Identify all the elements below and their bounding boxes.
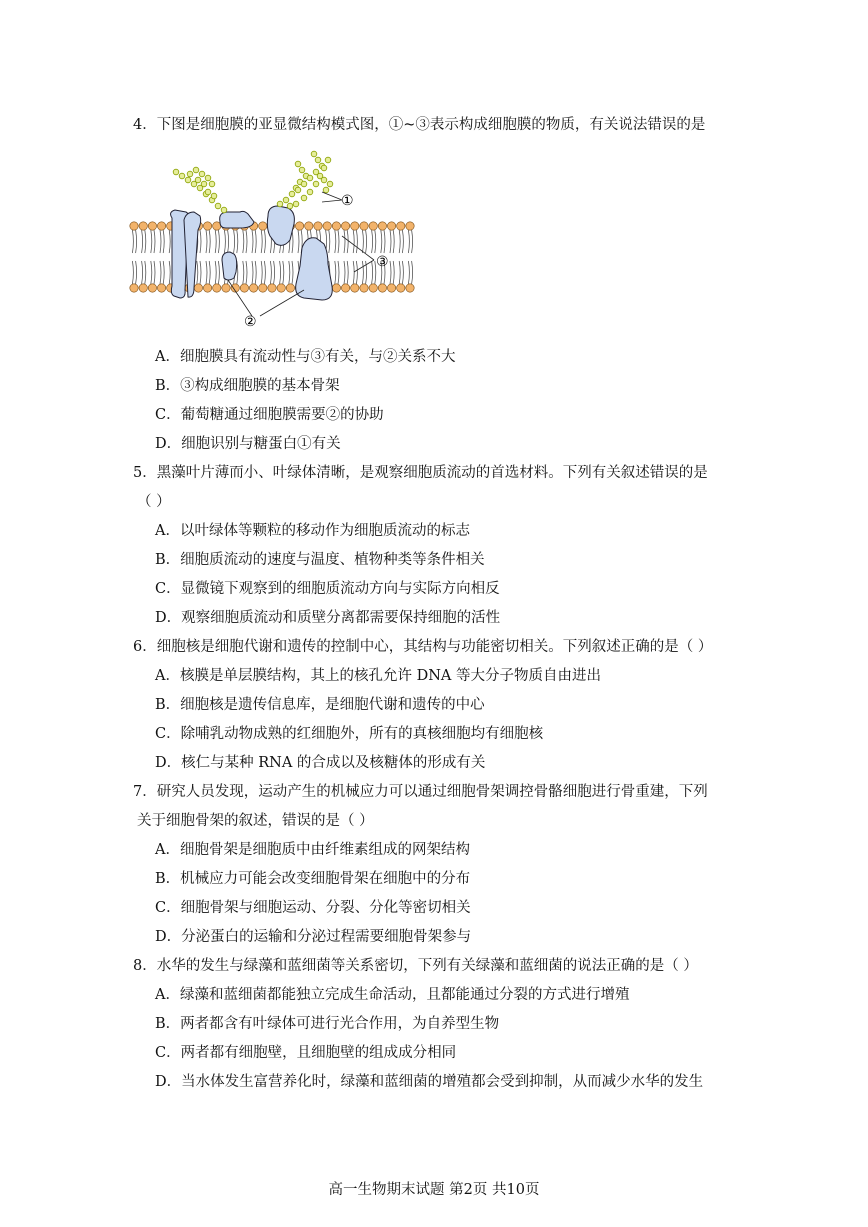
phospholipid-tail bbox=[347, 261, 348, 284]
phospholipid-head bbox=[360, 284, 368, 292]
phospholipid-tail bbox=[390, 230, 391, 253]
phospholipid-tail bbox=[280, 261, 281, 284]
phospholipid-tail bbox=[206, 261, 207, 284]
phospholipid-head bbox=[259, 284, 267, 292]
sugar-unit bbox=[327, 181, 333, 187]
phospholipid-tail bbox=[289, 261, 290, 284]
peripheral-protein-inner bbox=[222, 252, 237, 280]
phospholipid-head bbox=[406, 284, 414, 292]
q8-option-a: A．绿藻和蓝细菌都能独立完成生命活动，且都能通过分裂的方式进行增殖 bbox=[155, 987, 630, 1003]
phospholipid-tail bbox=[393, 261, 394, 284]
phospholipid-tail bbox=[145, 230, 146, 253]
q8-option-c: C．两者都有细胞壁，且细胞壁的组成成分相同 bbox=[155, 1045, 457, 1061]
sugar-unit bbox=[311, 151, 317, 157]
question-5-stem-cont: （ ） bbox=[137, 494, 171, 510]
sugar-unit bbox=[199, 171, 205, 177]
phospholipid-tail bbox=[338, 261, 339, 284]
phospholipid-tail bbox=[255, 230, 256, 253]
phospholipid-tail bbox=[393, 230, 394, 253]
phospholipid-tail bbox=[356, 230, 357, 253]
sugar-unit bbox=[289, 191, 295, 197]
sugar-unit bbox=[201, 181, 207, 187]
carrier-protein-large bbox=[296, 238, 333, 300]
phospholipid-head bbox=[360, 222, 368, 230]
phospholipid-head bbox=[406, 222, 414, 230]
phospholipid-head bbox=[332, 284, 340, 292]
phospholipid-tail bbox=[215, 230, 216, 253]
question-5-stem: 5．黑藻叶片薄而小、叶绿体清晰，是观察细胞质流动的首选材料。下列有关叙述错误的是 bbox=[133, 465, 708, 481]
phospholipid-tail bbox=[264, 230, 265, 253]
phospholipid-tail bbox=[344, 261, 345, 284]
phospholipid-tail bbox=[372, 261, 373, 284]
sugar-unit bbox=[221, 207, 227, 213]
phospholipid-head bbox=[203, 284, 211, 292]
phospholipid-tail bbox=[261, 261, 262, 284]
phospholipid-tail bbox=[200, 230, 201, 253]
phospholipid-tail bbox=[145, 261, 146, 284]
phospholipid-head bbox=[332, 222, 340, 230]
phospholipid-tail bbox=[353, 230, 354, 253]
phospholipid-head bbox=[139, 284, 147, 292]
phospholipid-tail bbox=[402, 261, 403, 284]
phospholipid-head bbox=[194, 284, 202, 292]
sugar-unit bbox=[299, 167, 305, 173]
phospholipid-head bbox=[277, 284, 285, 292]
phospholipid-head bbox=[139, 222, 147, 230]
question-8-stem: 8．水华的发生与绿藻和蓝细菌等关系密切，下列有关绿藻和蓝细菌的说法正确的是（ ） bbox=[133, 958, 698, 974]
phospholipid-tail bbox=[353, 261, 354, 284]
q4-option-b: B．③构成细胞膜的基本骨架 bbox=[155, 378, 340, 394]
sugar-unit bbox=[307, 175, 313, 181]
phospholipid-tail bbox=[338, 230, 339, 253]
sugar-unit bbox=[307, 189, 313, 195]
phospholipid-head bbox=[240, 284, 248, 292]
phospholipid-head bbox=[130, 284, 138, 292]
phospholipid-tail bbox=[283, 261, 284, 284]
phospholipid-tail bbox=[215, 261, 216, 284]
sugar-unit bbox=[205, 189, 211, 195]
sugar-unit bbox=[301, 195, 307, 201]
phospholipid-tail bbox=[372, 230, 373, 253]
phospholipid-tail bbox=[356, 261, 357, 284]
phospholipid-tail bbox=[234, 230, 235, 253]
q6-option-d: D．核仁与某种 RNA 的合成以及核糖体的形成有关 bbox=[155, 755, 486, 771]
q7-option-c: C．细胞骨架与细胞运动、分裂、分化等密切相关 bbox=[155, 900, 471, 916]
phospholipid-tail bbox=[270, 261, 271, 284]
phospholipid-tail bbox=[264, 261, 265, 284]
sugar-unit bbox=[283, 197, 289, 203]
phospholipid-tail bbox=[224, 230, 225, 253]
phospholipid-tail bbox=[366, 230, 367, 253]
phospholipid-tail bbox=[169, 230, 170, 253]
phospholipid-head bbox=[387, 222, 395, 230]
q6-option-c: C．除哺乳动物成熟的红细胞外，所有的真核细胞均有细胞核 bbox=[155, 726, 544, 742]
phospholipid-head bbox=[397, 284, 405, 292]
phospholipid-tail bbox=[246, 261, 247, 284]
phospholipid-tail bbox=[228, 230, 229, 253]
phospholipid-tail bbox=[384, 230, 385, 253]
phospholipid-tail bbox=[362, 230, 363, 253]
sugar-unit bbox=[215, 203, 221, 209]
q8-option-b: B．两者都含有叶绿体可进行光合作用，为自养型生物 bbox=[155, 1016, 500, 1032]
phospholipid-head bbox=[341, 222, 349, 230]
phospholipid-head bbox=[295, 222, 303, 230]
cell-membrane-diagram bbox=[128, 140, 418, 335]
sugar-unit bbox=[325, 157, 331, 163]
phospholipid-tail bbox=[298, 230, 299, 253]
q5-option-b: B．细胞质流动的速度与温度、植物种类等条件相关 bbox=[155, 552, 485, 568]
phospholipid-tail bbox=[197, 261, 198, 284]
phospholipid-tail bbox=[163, 261, 164, 284]
phospholipid-tail bbox=[344, 230, 345, 253]
question-6-stem: 6．细胞核是细胞代谢和遗传的控制中心，其结构与功能密切相关。下列叙述正确的是（ ） bbox=[133, 639, 713, 655]
sugar-unit bbox=[287, 203, 293, 209]
phospholipid-head bbox=[323, 222, 331, 230]
q7-option-b: B．机械应力可能会改变细胞骨架在细胞中的分布 bbox=[155, 871, 471, 887]
phospholipid-head bbox=[130, 222, 138, 230]
phospholipid-tail bbox=[206, 230, 207, 253]
figure-label-2: ② bbox=[244, 314, 257, 330]
phospholipid-tail bbox=[151, 261, 152, 284]
q4-option-d: D．细胞识别与糖蛋白①有关 bbox=[155, 436, 341, 452]
phospholipid-tail bbox=[412, 230, 413, 253]
phospholipid-tail bbox=[218, 230, 219, 253]
phospholipid-head bbox=[203, 222, 211, 230]
q4-option-a: A．细胞膜具有流动性与③有关，与②关系不大 bbox=[155, 349, 456, 365]
phospholipid-tail bbox=[399, 261, 400, 284]
phospholipid-head bbox=[378, 284, 386, 292]
phospholipid-tail bbox=[209, 230, 210, 253]
phospholipid-head bbox=[148, 284, 156, 292]
phospholipid-tail bbox=[252, 230, 253, 253]
peripheral-protein-top bbox=[220, 211, 254, 228]
phospholipid-tail bbox=[375, 230, 376, 253]
phospholipid-tail bbox=[252, 261, 253, 284]
phospholipid-tail bbox=[169, 261, 170, 284]
phospholipid-tail bbox=[237, 230, 238, 253]
phospholipid-head bbox=[369, 222, 377, 230]
sugar-chains bbox=[173, 151, 333, 213]
sugar-unit bbox=[293, 201, 299, 207]
phospholipid-head bbox=[378, 222, 386, 230]
sugar-unit bbox=[301, 181, 307, 187]
phospholipid-tail bbox=[142, 261, 143, 284]
phospholipid-tail bbox=[390, 261, 391, 284]
phospholipid-tail bbox=[209, 261, 210, 284]
q7-option-d: D．分泌蛋白的运输和分泌过程需要细胞骨架参与 bbox=[155, 929, 472, 945]
sugar-unit bbox=[321, 165, 327, 171]
phospholipid-head bbox=[249, 284, 257, 292]
q6-option-a: A．核膜是单层膜结构，其上的核孔允许 DNA 等大分子物质自由进出 bbox=[155, 668, 601, 684]
phospholipid-head bbox=[259, 222, 267, 230]
sugar-unit bbox=[193, 167, 199, 173]
phospholipid-tail bbox=[335, 261, 336, 284]
phospholipid-tail bbox=[132, 261, 133, 284]
phospholipid-head bbox=[157, 222, 165, 230]
sugar-unit bbox=[187, 171, 193, 177]
q4-option-c: C．葡萄糖通过细胞膜需要②的协助 bbox=[155, 407, 384, 423]
phospholipid-tail bbox=[136, 230, 137, 253]
q8-option-d: D．当水体发生富营养化时，绿藻和蓝细菌的增殖都会受到抑制，从而减少水华的发生 bbox=[155, 1074, 704, 1090]
sugar-unit bbox=[321, 177, 327, 183]
q5-option-c: C．显微镜下观察到的细胞质流动方向与实际方向相反 bbox=[155, 581, 500, 597]
phospholipid-head bbox=[157, 284, 165, 292]
sugar-unit bbox=[185, 177, 191, 183]
phospholipid-tail bbox=[246, 230, 247, 253]
phospholipid-tail bbox=[329, 230, 330, 253]
phospholipid-head bbox=[369, 284, 377, 292]
sugar-unit bbox=[211, 193, 217, 199]
phospholipid-head bbox=[305, 222, 313, 230]
question-4-stem: 4．下图是细胞膜的亚显微结构模式图，①~③表示构成细胞膜的物质，有关说法错误的是 bbox=[133, 117, 706, 133]
phospholipid-tail bbox=[200, 261, 201, 284]
q7-option-a: A．细胞骨架是细胞质中由纤维素组成的网架结构 bbox=[155, 842, 470, 858]
phospholipid-tail bbox=[154, 230, 155, 253]
phospholipid-tail bbox=[402, 230, 403, 253]
q6-option-b: B．细胞核是遗传信息库，是细胞代谢和遗传的中心 bbox=[155, 697, 485, 713]
sugar-unit bbox=[209, 181, 215, 187]
phospholipid-tail bbox=[163, 230, 164, 253]
phospholipid-head bbox=[387, 284, 395, 292]
q5-option-a: A．以叶绿体等颗粒的移动作为细胞质流动的标志 bbox=[155, 523, 470, 539]
question-7-stem: 7．研究人员发现，运动产生的机械应力可以通过细胞骨架调控骨骼细胞进行骨重建，下列 bbox=[133, 784, 708, 800]
sugar-unit bbox=[315, 157, 321, 163]
phospholipid-tail bbox=[274, 261, 275, 284]
sugar-unit bbox=[295, 187, 301, 193]
phospholipid-tail bbox=[412, 261, 413, 284]
phospholipid-head bbox=[314, 222, 322, 230]
sugar-unit bbox=[173, 169, 179, 175]
sugar-unit bbox=[205, 175, 211, 181]
phospholipid-head bbox=[397, 222, 405, 230]
phospholipid-tail bbox=[142, 230, 143, 253]
phospholipid-tail bbox=[381, 230, 382, 253]
phospholipid-tail bbox=[408, 261, 409, 284]
phospholipid-tail bbox=[243, 230, 244, 253]
phospholipid-head bbox=[286, 284, 294, 292]
phospholipid-tail bbox=[335, 230, 336, 253]
phospholipid-tail bbox=[292, 261, 293, 284]
figure-label-1: ① bbox=[341, 193, 354, 209]
page-footer: 高一生物期末试题 第2页 共10页 bbox=[328, 1182, 540, 1198]
phospholipid-head bbox=[148, 222, 156, 230]
phospholipid-tail bbox=[261, 230, 262, 253]
phospholipid-tail bbox=[255, 261, 256, 284]
sugar-unit bbox=[277, 201, 283, 207]
phospholipid-head bbox=[213, 284, 221, 292]
question-7-stem-cont: 关于细胞骨架的叙述，错误的是（ ） bbox=[137, 813, 374, 829]
phospholipid-head bbox=[222, 284, 230, 292]
phospholipid-head bbox=[351, 222, 359, 230]
phospholipid-tail bbox=[151, 230, 152, 253]
phospholipid-head bbox=[341, 284, 349, 292]
figure-label-3: ③ bbox=[376, 254, 389, 270]
phospholipid-tail bbox=[408, 230, 409, 253]
sugar-unit bbox=[179, 173, 185, 179]
phospholipid-tail bbox=[160, 230, 161, 253]
phospholipid-tail bbox=[399, 230, 400, 253]
q5-option-d: D．观察细胞质流动和质壁分离都需要保持细胞的活性 bbox=[155, 610, 501, 626]
sugar-unit bbox=[313, 181, 319, 187]
phospholipid-tail bbox=[160, 261, 161, 284]
phospholipid-tail bbox=[132, 230, 133, 253]
phospholipid-tail bbox=[218, 261, 219, 284]
phospholipid-tail bbox=[347, 230, 348, 253]
phospholipid-tail bbox=[243, 261, 244, 284]
sugar-unit bbox=[195, 177, 201, 183]
phospholipid-tail bbox=[362, 261, 363, 284]
phospholipid-head bbox=[351, 284, 359, 292]
phospholipid-tail bbox=[154, 261, 155, 284]
sugar-unit bbox=[295, 161, 301, 167]
sugar-unit bbox=[323, 187, 329, 193]
phospholipid-tail bbox=[136, 261, 137, 284]
phospholipid-head bbox=[268, 284, 276, 292]
